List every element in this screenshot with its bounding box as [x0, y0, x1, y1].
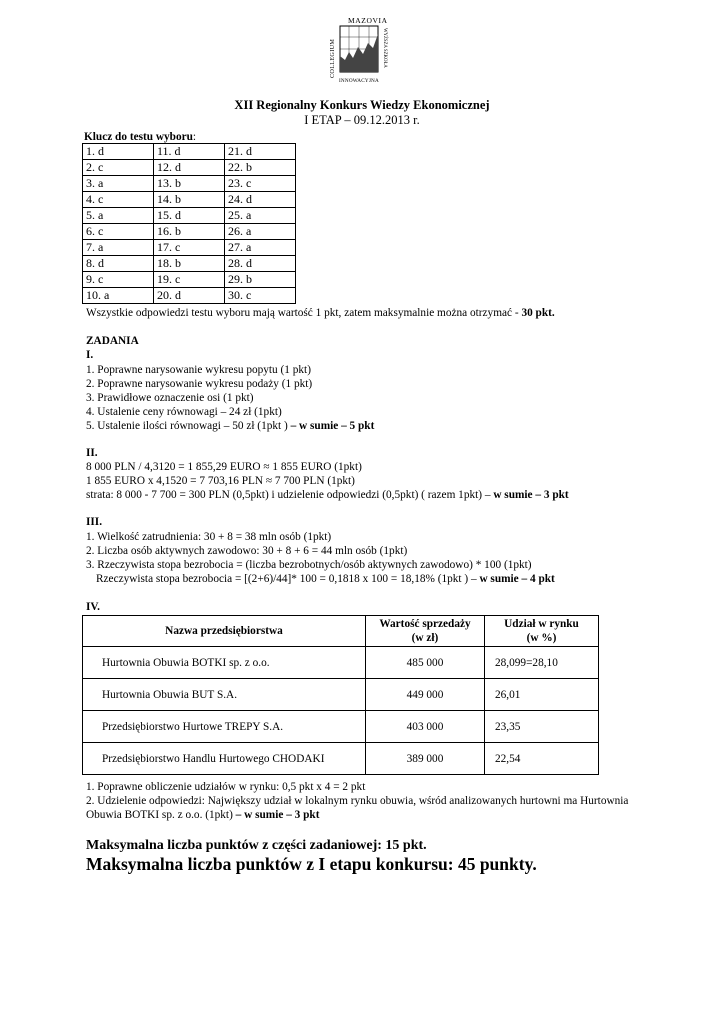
answer-key-cell: 9. c: [83, 272, 154, 288]
answer-key-cell: 28. d: [225, 256, 296, 272]
answer-key-cell: 4. c: [83, 192, 154, 208]
company-name: Przedsiębiorstwo Handlu Hurtowego CHODAKI: [83, 743, 366, 775]
company-name-header: Nazwa przedsiębiorstwa: [83, 616, 366, 647]
answer-key-cell: 20. d: [154, 288, 225, 304]
answer-key-cell: 2. c: [83, 160, 154, 176]
section-4-note-2: 2. Udzielenie odpowiedzi: Największy udział w lokalnym rynku obuwia, wśród analizowanych hurtowni ma Hurtownia: [86, 795, 629, 807]
logo-name-left: COLLEGIUM: [329, 38, 336, 78]
section-3-line: 1. Wielkość zatrudnienia: 30 + 8 = 38 mln osób (1pkt): [86, 531, 332, 543]
table-row: [83, 160, 296, 176]
answer-key-cell: 19. c: [154, 272, 225, 288]
section-2-title: II.: [86, 447, 98, 459]
market-share-header-line1: Udział w rynku: [504, 618, 579, 630]
section-2-line: 8 000 PLN / 4,3120 = 1 855,29 EURO ≈ 1 855 EURO (1pkt): [86, 461, 362, 473]
section-1-line: 3. Prawidłowe oznaczenie osi (1 pkt): [86, 392, 254, 404]
market-share: 26,01: [485, 679, 599, 711]
tasks-heading: ZADANIA: [86, 335, 139, 347]
answer-key-cell: 17. c: [154, 240, 225, 256]
section-2-total-points: w sumie – 3 pkt: [493, 489, 569, 501]
answer-key-table: [82, 143, 296, 304]
section-1-total-line: [86, 419, 374, 433]
table-row: [83, 192, 296, 208]
section-1-line: 2. Poprawne narysowanie wykresu podaży (1 pkt): [86, 378, 313, 390]
answer-key-cell: 5. a: [83, 208, 154, 224]
stage-max-points: Maksymalna liczba punktów z I etapu konkursu: 45 punkty.: [86, 854, 537, 874]
section-1-total-points: – w sumie – 5 pkt: [290, 420, 375, 432]
answer-key-cell: 21. d: [225, 144, 296, 160]
logo-name-top: MAZOVIA: [348, 16, 388, 25]
logo-name-bottom: INNOWACYJNA: [339, 78, 379, 84]
answer-key-cell: 1. d: [83, 144, 154, 160]
section-3-total-text: Rzeczywista stopa bezrobocia = [(2+6)/44]* 100 = 0,1818 x 100 = 18,18% (1pkt ) –: [96, 573, 480, 585]
market-share-header: [485, 616, 599, 647]
answer-key-cell: 8. d: [83, 256, 154, 272]
answer-key-note-text: Wszystkie odpowiedzi testu wyboru mają wartość 1 pkt, zatem maksymalnie można otrzymać -: [86, 307, 522, 319]
answer-key-cell: 24. d: [225, 192, 296, 208]
table-row: [83, 647, 599, 679]
sales-value-header-line2: (w zł): [411, 632, 439, 644]
table-row: [83, 224, 296, 240]
answer-key-cell: 13. b: [154, 176, 225, 192]
table-row: [83, 272, 296, 288]
answer-key-cell: 29. b: [225, 272, 296, 288]
logo-name-right: WYŻSZA SZKOŁA: [382, 28, 387, 68]
contest-title: XII Regionalny Konkurs Wiedzy Ekonomicznej: [234, 98, 490, 112]
market-share: 22,54: [485, 743, 599, 775]
answer-key-cell: 11. d: [154, 144, 225, 160]
answer-key-cell: 27. a: [225, 240, 296, 256]
table-row: [83, 679, 599, 711]
section-1-total-text: 5. Ustalenie ilości równowagi – 50 zł (1pkt ): [86, 420, 291, 432]
table-row: [83, 208, 296, 224]
sales-value-header: [366, 616, 485, 647]
section-4-total-points: – w sumie – 3 pkt: [235, 809, 320, 821]
sales-value: 389 000: [366, 743, 485, 775]
answer-key-label-text: Klucz do testu wyboru: [84, 131, 193, 143]
section-1-title: I.: [86, 349, 94, 361]
answer-key-cell: 23. c: [225, 176, 296, 192]
collegium-mazovia-logo: [318, 14, 398, 86]
answer-key-cell: 12. d: [154, 160, 225, 176]
answer-key-cell: 6. c: [83, 224, 154, 240]
sales-value: 449 000: [366, 679, 485, 711]
section-4-note-1: 1. Poprawne obliczenie udziałów w rynku: 0,5 pkt x 4 = 2 pkt: [86, 781, 366, 793]
table-row: [83, 144, 296, 160]
answer-key-cell: 16. b: [154, 224, 225, 240]
section-3-total-points: w sumie – 4 pkt: [479, 573, 555, 585]
table-row: [83, 256, 296, 272]
answer-key-cell: 22. b: [225, 160, 296, 176]
sales-value-header-line1: Wartość sprzedaży: [379, 618, 471, 630]
table-header-row: [83, 616, 599, 647]
section-2-total-text: strata: 8 000 - 7 700 = 300 PLN (0,5pkt) i udzielenie odpowiedzi (0,5pkt) ( razem 1pkt) –: [86, 489, 494, 501]
market-share-table: [82, 615, 599, 775]
section-1-line: 4. Ustalenie ceny równowagi – 24 zł (1pkt): [86, 406, 282, 418]
table-row: [83, 240, 296, 256]
section-3-title: III.: [86, 516, 103, 528]
section-2-total-line: [86, 488, 569, 502]
section-4-total-line: [86, 808, 319, 822]
section-1-line: 1. Poprawne narysowanie wykresu popytu (1 pkt): [86, 364, 311, 376]
answer-key-cell: 3. a: [83, 176, 154, 192]
sales-value: 403 000: [366, 711, 485, 743]
answer-key-note-end: .: [551, 307, 555, 319]
answer-key-label: [84, 130, 196, 144]
answer-key-cell: 14. b: [154, 192, 225, 208]
answer-key-cell: 25. a: [225, 208, 296, 224]
answer-key-cell: 7. a: [83, 240, 154, 256]
answer-key-note-points: 30 pkt: [521, 307, 552, 319]
table-row: [83, 288, 296, 304]
section-4-title: IV.: [86, 601, 100, 613]
stage-date: I ETAP – 09.12.2013 r.: [304, 113, 420, 127]
section-3-line: 2. Liczba osób aktywnych zawodowo: 30 + 8 + 6 = 44 mln osób (1pkt): [86, 545, 408, 557]
answer-key-cell: 18. b: [154, 256, 225, 272]
company-name: Hurtownia Obuwia BUT S.A.: [83, 679, 366, 711]
answer-key-cell: 30. c: [225, 288, 296, 304]
market-share-header-line2: (w %): [526, 632, 557, 644]
answer-key-cell: 10. a: [83, 288, 154, 304]
table-row: [83, 711, 599, 743]
tasks-max-points: Maksymalna liczba punktów z części zadaniowej: 15 pkt.: [86, 838, 427, 853]
table-row: [83, 176, 296, 192]
answer-key-label-colon: :: [192, 131, 197, 143]
section-2-line: 1 855 EURO x 4,1520 = 7 703,16 PLN ≈ 7 700 PLN (1pkt): [86, 475, 355, 487]
market-share: 28,099=28,10: [485, 647, 599, 679]
section-3-line: 3. Rzeczywista stopa bezrobocia = (liczba bezrobotnych/osób aktywnych zawodowo) * 100 (1pkt): [86, 559, 532, 571]
company-name: Przedsiębiorstwo Hurtowe TREPY S.A.: [83, 711, 366, 743]
section-4-total-text: Obuwia BOTKI sp. z o.o. (1pkt): [86, 809, 236, 821]
answer-key-note: [86, 306, 555, 320]
answer-key-cell: 26. a: [225, 224, 296, 240]
company-name: Hurtownia Obuwia BOTKI sp. z o.o.: [83, 647, 366, 679]
market-share: 23,35: [485, 711, 599, 743]
section-3-total-line: [96, 572, 555, 586]
table-row: [83, 743, 599, 775]
answer-key-cell: 15. d: [154, 208, 225, 224]
sales-value: 485 000: [366, 647, 485, 679]
